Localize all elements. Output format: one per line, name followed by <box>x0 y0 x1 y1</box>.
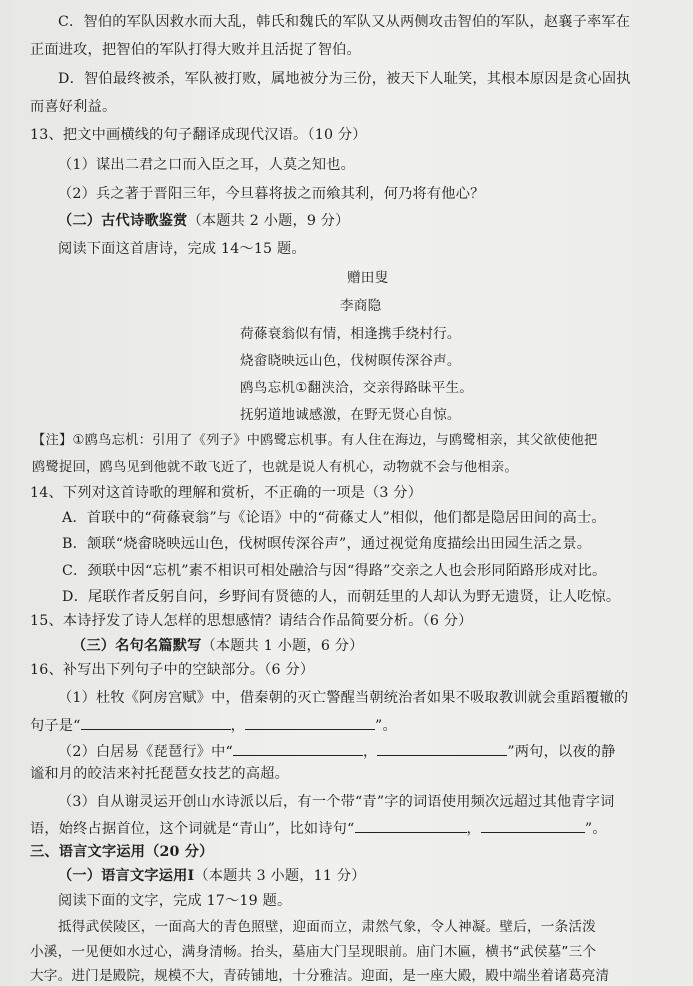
section-2-note: （本题共 2 小题，9 分） <box>187 213 350 229</box>
q16-item-2-comma: ， <box>362 744 378 760</box>
poem-line-1: 荷蓧衰翁似有情，相逢携手绕村行。 <box>240 326 461 342</box>
q12-option-d-line1: D．智伯最终被杀，军队被打败，属地被分为三份，被天下人耻笑，其根本原因是贪心固执 <box>58 71 631 87</box>
q15-stem: 15、本诗抒发了诗人怎样的思想感情？请结合作品简要分析。（6 分） <box>30 613 473 629</box>
q16-item-1-line1: （1）杜牧《阿房宫赋》中，借秦朝的灭亡警醒当朝统治者如果不吸取教训就会重蹈覆辙的 <box>58 690 629 706</box>
part-3-intro: 阅读下面的文字，完成 17～19 题。 <box>58 893 292 909</box>
q16-item-3-line1: （3）自从谢灵运开创山水诗派以后，有一个带“青”字的词语使用频次远超过其他青字词 <box>58 794 615 810</box>
blank-2[interactable] <box>245 715 375 730</box>
q16-item-2-line2: 谧和月的皎洁来衬托琵琶女技艺的高超。 <box>30 766 289 782</box>
q13-sentence-1: （1）谋出二君之口而入臣之耳，人莫之知也。 <box>58 157 355 173</box>
q16-item-3-comma: ， <box>466 821 481 837</box>
poem-note-line1: 【注】①鸥鸟忘机：引用了《列子》中鸥鹭忘机事。有人住在海边，与鸥鹭相亲，其父欲使他把 <box>32 433 598 448</box>
q12-option-d-line2: 而喜好利益。 <box>30 99 117 115</box>
q16-item-3-prefix: 语，始终占据首位，这个词就是“青山”，比如诗句“ <box>30 821 355 837</box>
section-2-title: （二）古代诗歌鉴赏 <box>58 213 188 229</box>
q16-item-2-line1 <box>58 741 616 761</box>
section-3-note: （本题共 1 小题，6 分） <box>201 638 364 654</box>
blank-5[interactable] <box>355 818 467 833</box>
poem-line-3: 鸥鸟忘机①翻浃洽，交亲得路昧平生。 <box>240 380 474 396</box>
q16-stem: 16、补写出下列句子中的空缺部分。（6 分） <box>30 662 315 678</box>
passage-line-3: 大字。进门是殿院，规模不大，青砖铺地，十分雅洁。迎面，是一座大殿，殿中端坐着诸葛亮清 <box>30 968 610 984</box>
q14-stem: 14、下列对这首诗歌的理解和赏析，不正确的一项是（3 分） <box>30 485 423 501</box>
q14-option-c: C．颈联中因“忘机”素不相识可相处融洽与因“得路”交亲之人也会形同陌路形成对比。 <box>62 563 607 579</box>
poem-author: 李商隐 <box>340 298 382 314</box>
part-3-heading: 三、语言文字运用（20 分） <box>30 844 214 860</box>
poem-title: 赠田叟 <box>347 270 389 286</box>
section-2-heading <box>58 212 350 230</box>
q12-option-c-line1: C．智伯的军队因救水而大乱，韩氏和魏氏的军队又从两侧攻击智伯的军队，赵襄子率军在 <box>58 14 631 30</box>
section-2-intro: 阅读下面这首唐诗，完成 14～15 题。 <box>58 241 306 257</box>
poem-note-line2: 鸥鹭捉回，鸥鸟见到他就不敢飞近了，也就是说人有机心，动物就不会与他相亲。 <box>32 460 518 475</box>
poem-line-2: 烧畲晓映远山色，伐树暝传深谷声。 <box>240 353 461 369</box>
part-3-sub-note: （本题共 3 小题，11 分） <box>194 868 366 884</box>
q16-item-1-line2 <box>30 715 397 735</box>
q14-option-a: A．首联中的“荷蓧衰翁”与《论语》中的“荷蓧丈人”相似，他们都是隐居田间的高士。 <box>62 510 606 526</box>
q16-item-1-prefix: 句子是“ <box>30 718 81 734</box>
q13-stem: 13、把文中画横线的句子翻译成现代汉语。（10 分） <box>30 127 367 143</box>
q16-item-1-comma: ， <box>230 718 246 734</box>
q16-item-2-prefix: （2）白居易《琵琶行》中“ <box>58 744 233 760</box>
section-3-heading <box>72 637 364 655</box>
blank-6[interactable] <box>481 818 585 833</box>
q12-option-c-line2: 正面进攻，把智伯的军队打得大败并且活捉了智伯。 <box>30 42 361 58</box>
q14-option-d: D．尾联作者反躬自问，乡野间有贤德的人，而朝廷里的人却认为野无遗贤，让人吃惊。 <box>62 589 621 605</box>
blank-3[interactable] <box>233 741 363 756</box>
blank-4[interactable] <box>377 741 507 756</box>
q14-option-b: B．颔联“烧畲晓映远山色，伐树暝传深谷声”，通过视觉角度描绘出田园生活之景。 <box>62 536 592 552</box>
part-3-sub-heading <box>58 867 366 885</box>
q16-item-3-suffix: ”。 <box>584 821 607 837</box>
blank-1[interactable] <box>81 715 231 730</box>
passage-line-1: 抵得武侯陵区，一面高大的青色照壁，迎面而立，肃然气象，令人神凝。壁后，一条活泼 <box>58 919 596 935</box>
q13-sentence-2: （2）兵之著于晋阳三年，今旦暮将拔之而飨其利，何乃将有他心？ <box>58 186 485 202</box>
q16-item-2-suffix: ”两句，以夜的静 <box>507 744 616 760</box>
part-3-sub-title: （一）语言文字运用Ⅰ <box>58 868 195 884</box>
section-3-title: （三）名句名篇默写 <box>72 638 202 654</box>
poem-line-4: 抚躬道地诚感激，在野无贤心自惊。 <box>240 407 461 423</box>
q16-item-3-line2 <box>30 818 607 838</box>
q16-item-1-suffix: ”。 <box>375 718 397 734</box>
passage-line-2: 小溪，一见便如水过心，满身清畅。抬头，墓庙大门呈现眼前。庙门木匾，横书“武侯墓”三个 <box>30 944 597 960</box>
